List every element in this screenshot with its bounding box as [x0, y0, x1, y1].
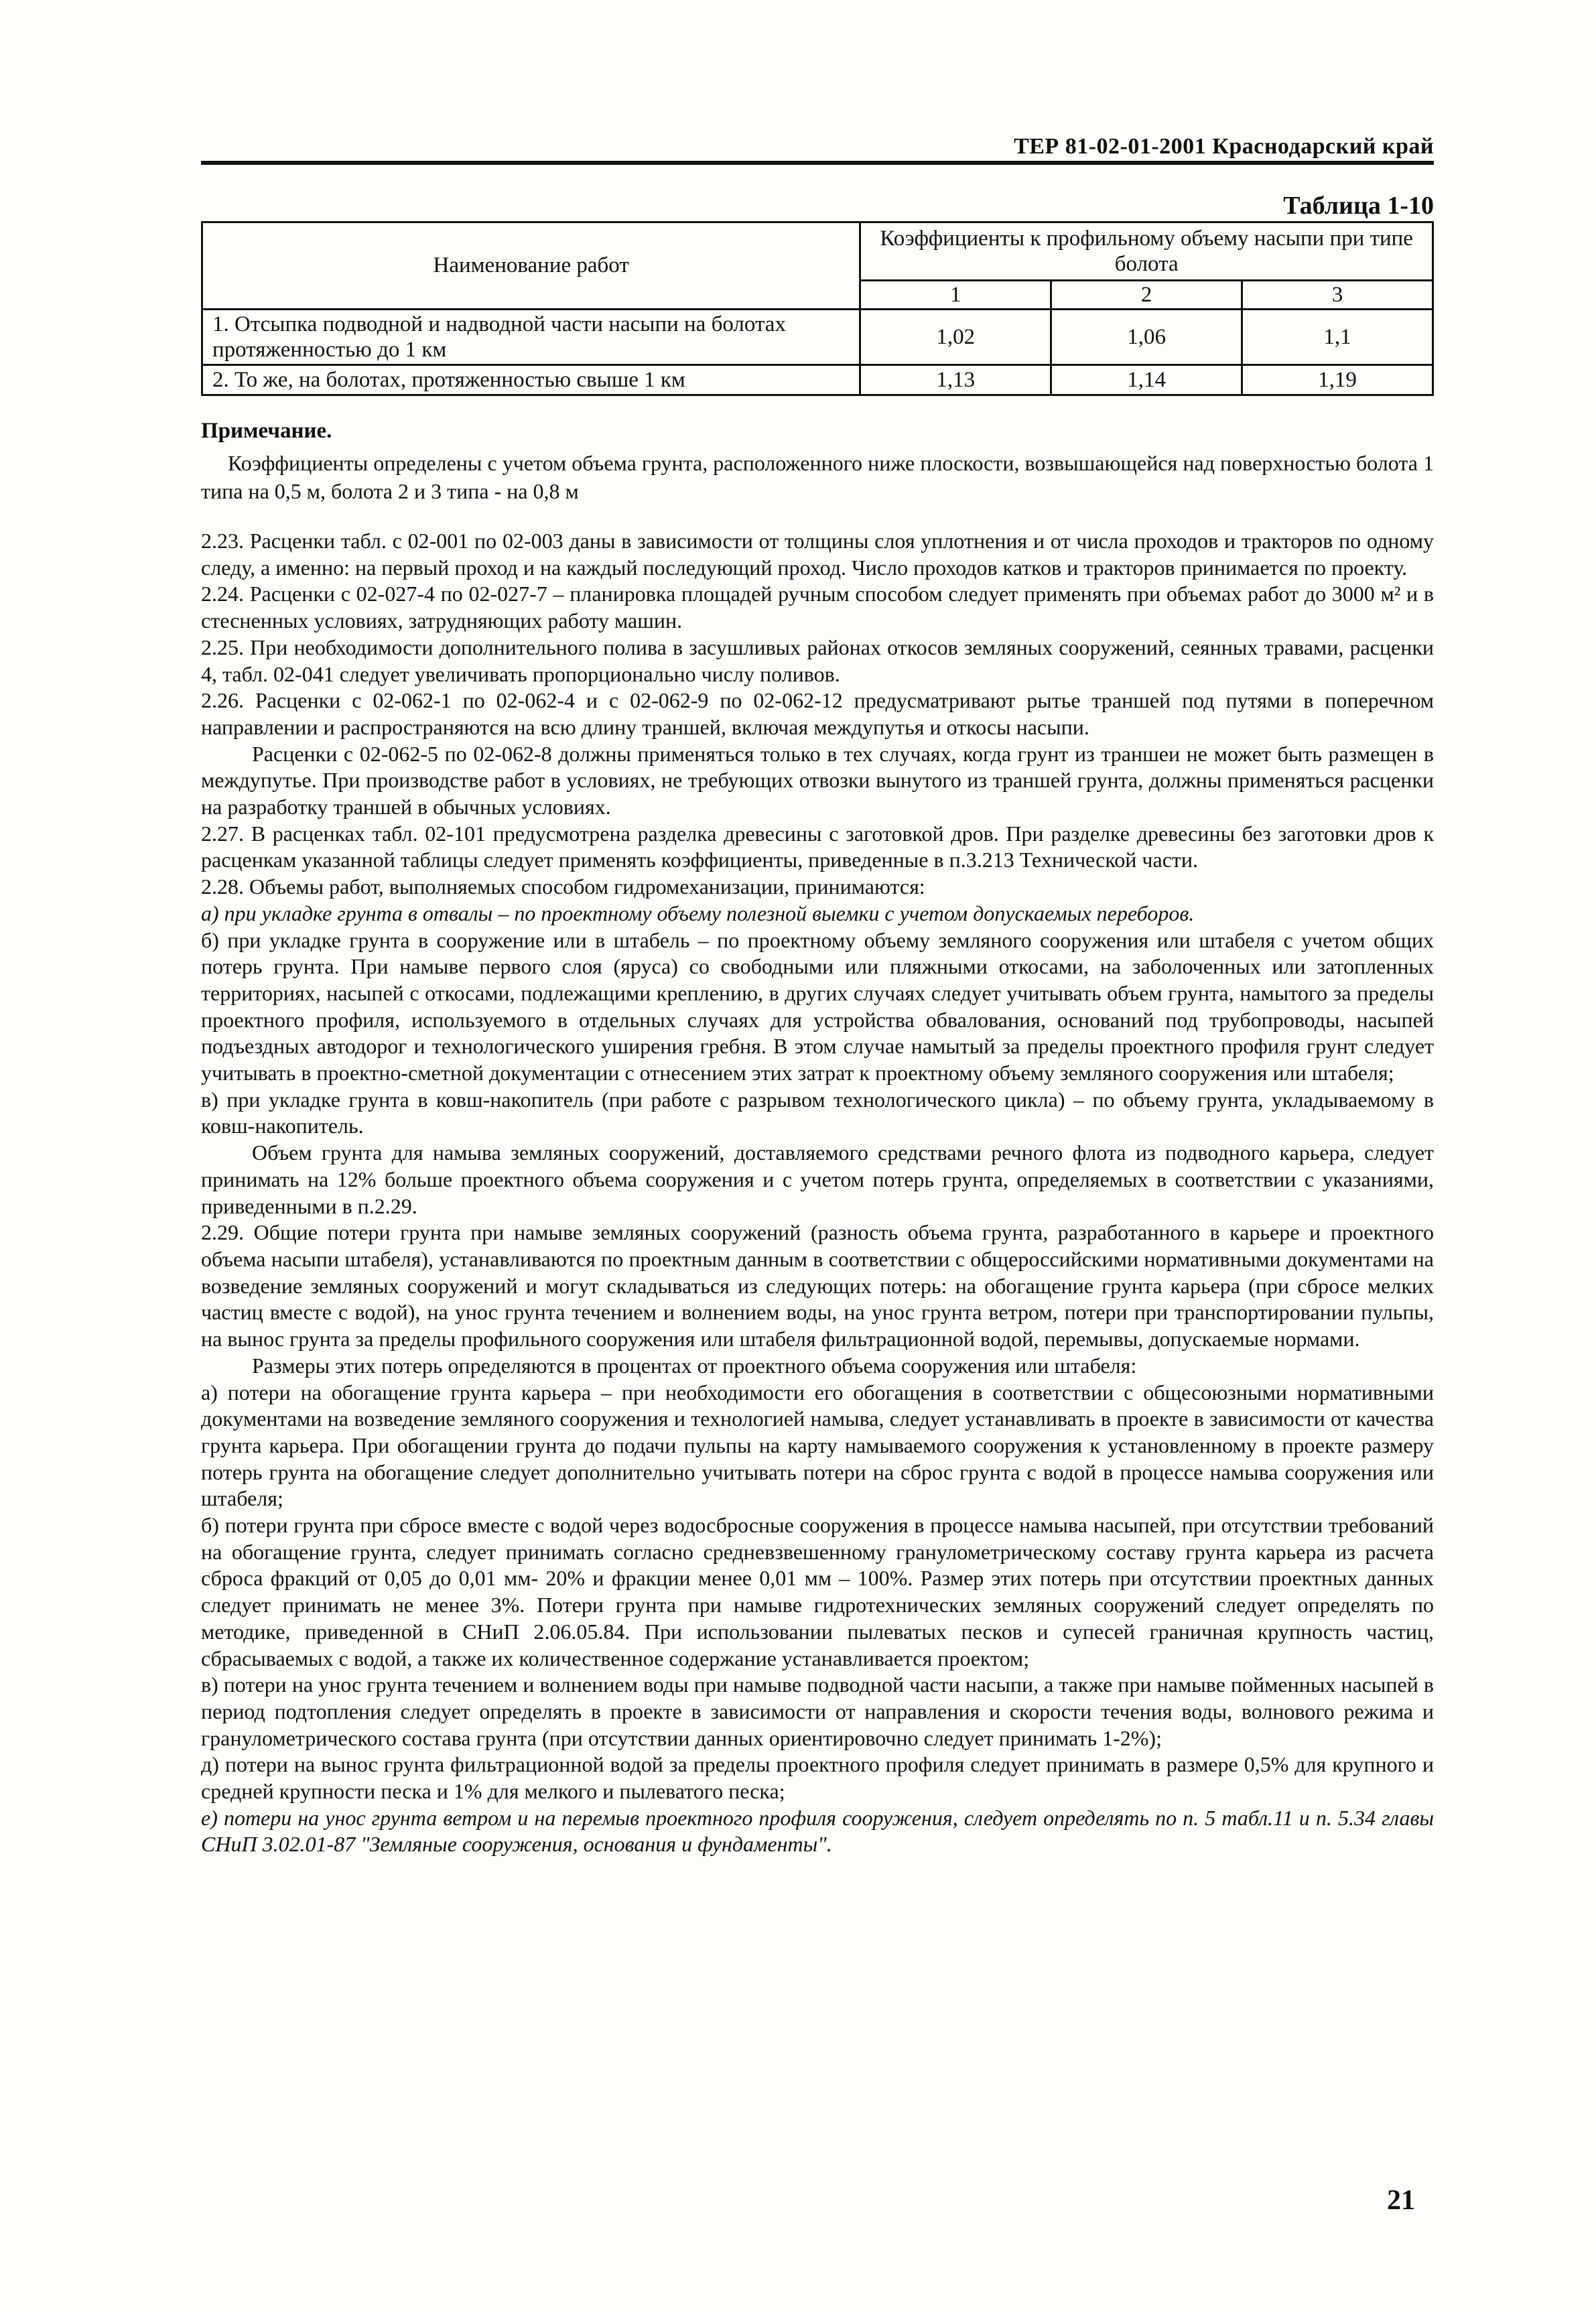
table-cell-work: 1. Отсыпка подводной и надводной части насыпи на болотах протяженностью до 1 км	[202, 310, 860, 365]
table-header-row	[202, 222, 1433, 281]
body-paragraph: 2.27. В расценках табл. 02-101 предусмотрена разделка древесины с заготовкой дров. При разделке древесины без заготовки дров к расценкам указанной таблицы следует применять коэффициенты, приведенные в п.3.213 Технической части.	[201, 821, 1434, 872]
note-text: Коэффициенты определены с учетом объема грунта, расположенного ниже плоскости, возвышающейся над поверхностью болота 1 типа на 0,5 м, болота 2 и 3 типа - на 0,8 м	[201, 451, 1434, 503]
body-text	[201, 528, 1434, 1858]
body-paragraph: 2.28. Объемы работ, выполняемых способом гидромеханизации, принимаются:	[201, 874, 925, 899]
running-header: ТЕР 81-02-01-2001 Краснодарский край	[1014, 134, 1434, 159]
body-paragraph: Объем грунта для намыва земляных сооружений, доставляемого средствами речного флота из подводного карьера, следует принимать на 12% больше проектного объема сооружения и с учетом потерь грунта, определяемых в соответствии с указаниями, приведенными в п.2.29.	[201, 1140, 1434, 1218]
table-cell-work: 2. То же, на болотах, протяженностью свыше 1 км	[202, 365, 860, 395]
body-paragraph: Размеры этих потерь определяются в процентах от проектного объема сооружения или штабеля:	[252, 1353, 1137, 1378]
body-paragraph: б) потери грунта при сбросе вместе с водой через водосбросные сооружения в процессе намыва насыпей, при отсутствии требований на обогащение грунта, следует принимать согласно средневзвешенному гранулометрическому составу грунта карьера из расчета сброса фракций от 0,05 до 0,01 мм- 20% и фракции менее 0,01 мм – 100%. Размер этих потерь при отсутствии проектных данных следует принимать не менее 3%. Потери грунта при намыве гидротехнических земляных сооружений следует определять по методике, приведенной в СНиП 2.06.05.84. При использовании пылеватых песков и супесей граничная крупность частиц, сбрасываемых с водой, а также их количественное содержание устанавливается проектом;	[201, 1513, 1434, 1670]
table-cell-value: 1,06	[1051, 310, 1242, 365]
page-number: 21	[1387, 2185, 1415, 2216]
column-header-work-name: Наименование работ	[202, 222, 860, 310]
body-paragraph: в) потери на унос грунта течением и волнением воды при намыве подводной части насыпи, а также при намыве пойменных насыпей в период подтопления следует определять в проекте в зависимости от направления и скорости течения воды, волнового режима и гранулометрического состава грунта (при отсутствии данных ориентировочно следует принимать 1-2%);	[201, 1672, 1434, 1750]
body-paragraph: а) потери на обогащение грунта карьера – при необходимости его обогащения в соответствии с общесоюзными нормативными документами на возведение земляного сооружения и технологией намыва, следует устанавливать в проекте в зависимости от качества грунта карьера. При обогащении грунта до подачи пульпы на карту намываемого сооружения к установленному в проекте размеру потерь грунта на обогащение следует дополнительно учитывать потери на сброс грунта с водой в процессе намыва сооружения или штабеля;	[201, 1380, 1434, 1511]
table-cell-value: 1,19	[1242, 365, 1433, 395]
table-caption: Таблица 1-10	[1283, 192, 1434, 220]
body-paragraph: 2.24. Расценки с 02-027-4 по 02-027-7 – планировка площадей ручным способом следует применять при объемах работ до 3000 м² и в стесненных условиях, затрудняющих работу машин.	[201, 582, 1434, 633]
column-header-coefficients: Коэффициенты к профильному объему насыпи при типе болота	[860, 222, 1433, 281]
column-header-type-3: 3	[1242, 281, 1433, 310]
body-paragraph: в) при укладке грунта в ковш-накопитель (при работе с разрывом технологического цикла) – по объему грунта, укладываемому в ковш-накопитель.	[201, 1087, 1434, 1138]
table-cell-value: 1,14	[1051, 365, 1242, 395]
body-paragraph: 2.25. При необходимости дополнительного полива в засушливых районах откосов земляных сооружений, сеянных травами, расценки 4, табл. 02-041 следует увеличивать пропорционально числу поливов.	[201, 635, 1434, 686]
body-paragraph: 2.23. Расценки табл. с 02-001 по 02-003 даны в зависимости от толщины слоя уплотнения и от числа проходов и тракторов по одному следу, а именно: на первый проход и на каждый последующий проход. Число проходов катков и тракторов принимается по проекту.	[201, 529, 1434, 580]
table-cell-value: 1,02	[860, 310, 1051, 365]
coefficients-table	[201, 221, 1434, 396]
body-paragraph: д) потери на вынос грунта фильтрационной водой за пределы проектного профиля следует принимать в размере 0,5% для крупного и средней крупности песка и 1% для мелкого и пылеватого песка;	[201, 1752, 1434, 1804]
body-paragraph: Расценки с 02-062-5 по 02-062-8 должны применяться только в тех случаях, когда грунт из траншеи не может быть размещен в междупутье. При производстве работ в условиях, не требующих отвозки вынутого из траншей грунта, должны применяться расценки на разработку траншей в обычных условиях.	[201, 741, 1434, 819]
body-paragraph: 2.26. Расценки с 02-062-1 по 02-062-4 и с 02-062-9 по 02-062-12 предусматривают рытье траншей под путями в поперечном направлении и распространяются на всю длину траншей, включая междупутья и откосы насыпи.	[201, 688, 1434, 739]
note-title: Примечание.	[201, 419, 332, 443]
body-paragraph: е) потери на унос грунта ветром и на перемыв проектного профиля сооружения, следует определять по п. 5 табл.11 и п. 5.34 главы СНиП 3.02.01-87 "Земляные сооружения, основания и фундаменты".	[201, 1805, 1434, 1857]
table-row	[202, 310, 1433, 365]
column-header-type-2: 2	[1051, 281, 1242, 310]
table-cell-value: 1,13	[860, 365, 1051, 395]
table-cell-value: 1,1	[1242, 310, 1433, 365]
body-paragraph: а) при укладке грунта в отвалы – по проектному объему полезной выемки с учетом допускаемых переборов.	[201, 901, 1195, 925]
body-paragraph: 2.29. Общие потери грунта при намыве земляных сооружений (разность объема грунта, разработанного в карьере и проектного объема насыпи штабеля), устанавливаются по проектным данным в соответствии с общероссийскими нормативными документами на возведение земляных сооружений и могут складываться из следующих потерь: на обогащение грунта карьера (при сбросе мелких частиц вместе с водой), на унос грунта течением и волнением воды, на унос грунта ветром, потери при транспортировании пульпы, на вынос грунта за пределы профильного сооружения или штабеля фильтрационной водой, перемывы, допускаемые нормами.	[201, 1220, 1434, 1351]
column-header-type-1: 1	[860, 281, 1051, 310]
header-rule	[201, 161, 1434, 165]
table-row	[202, 365, 1433, 395]
body-paragraph: б) при укладке грунта в сооружение или в штабель – по проектному объему земляного сооружения или штабеля с учетом общих потерь грунта. При намыве первого слоя (яруса) со свободными или пляжными откосами, на заболоченных или затопленных территориях, насыпей с откосами, подлежащими креплению, в других случаях следует учитывать объем грунта, намытого за пределы проектного профиля, используемого в отдельных случаях для устройства обвалования, оснований под трубопроводы, насыпей подъездных автодорог и технологического уширения гребня. В этом случае намытый за пределы проектного профиля грунт следует учитывать в проектно-сметной документации с отнесением этих затрат к проектному объему земляного сооружения или штабеля;	[201, 927, 1434, 1085]
